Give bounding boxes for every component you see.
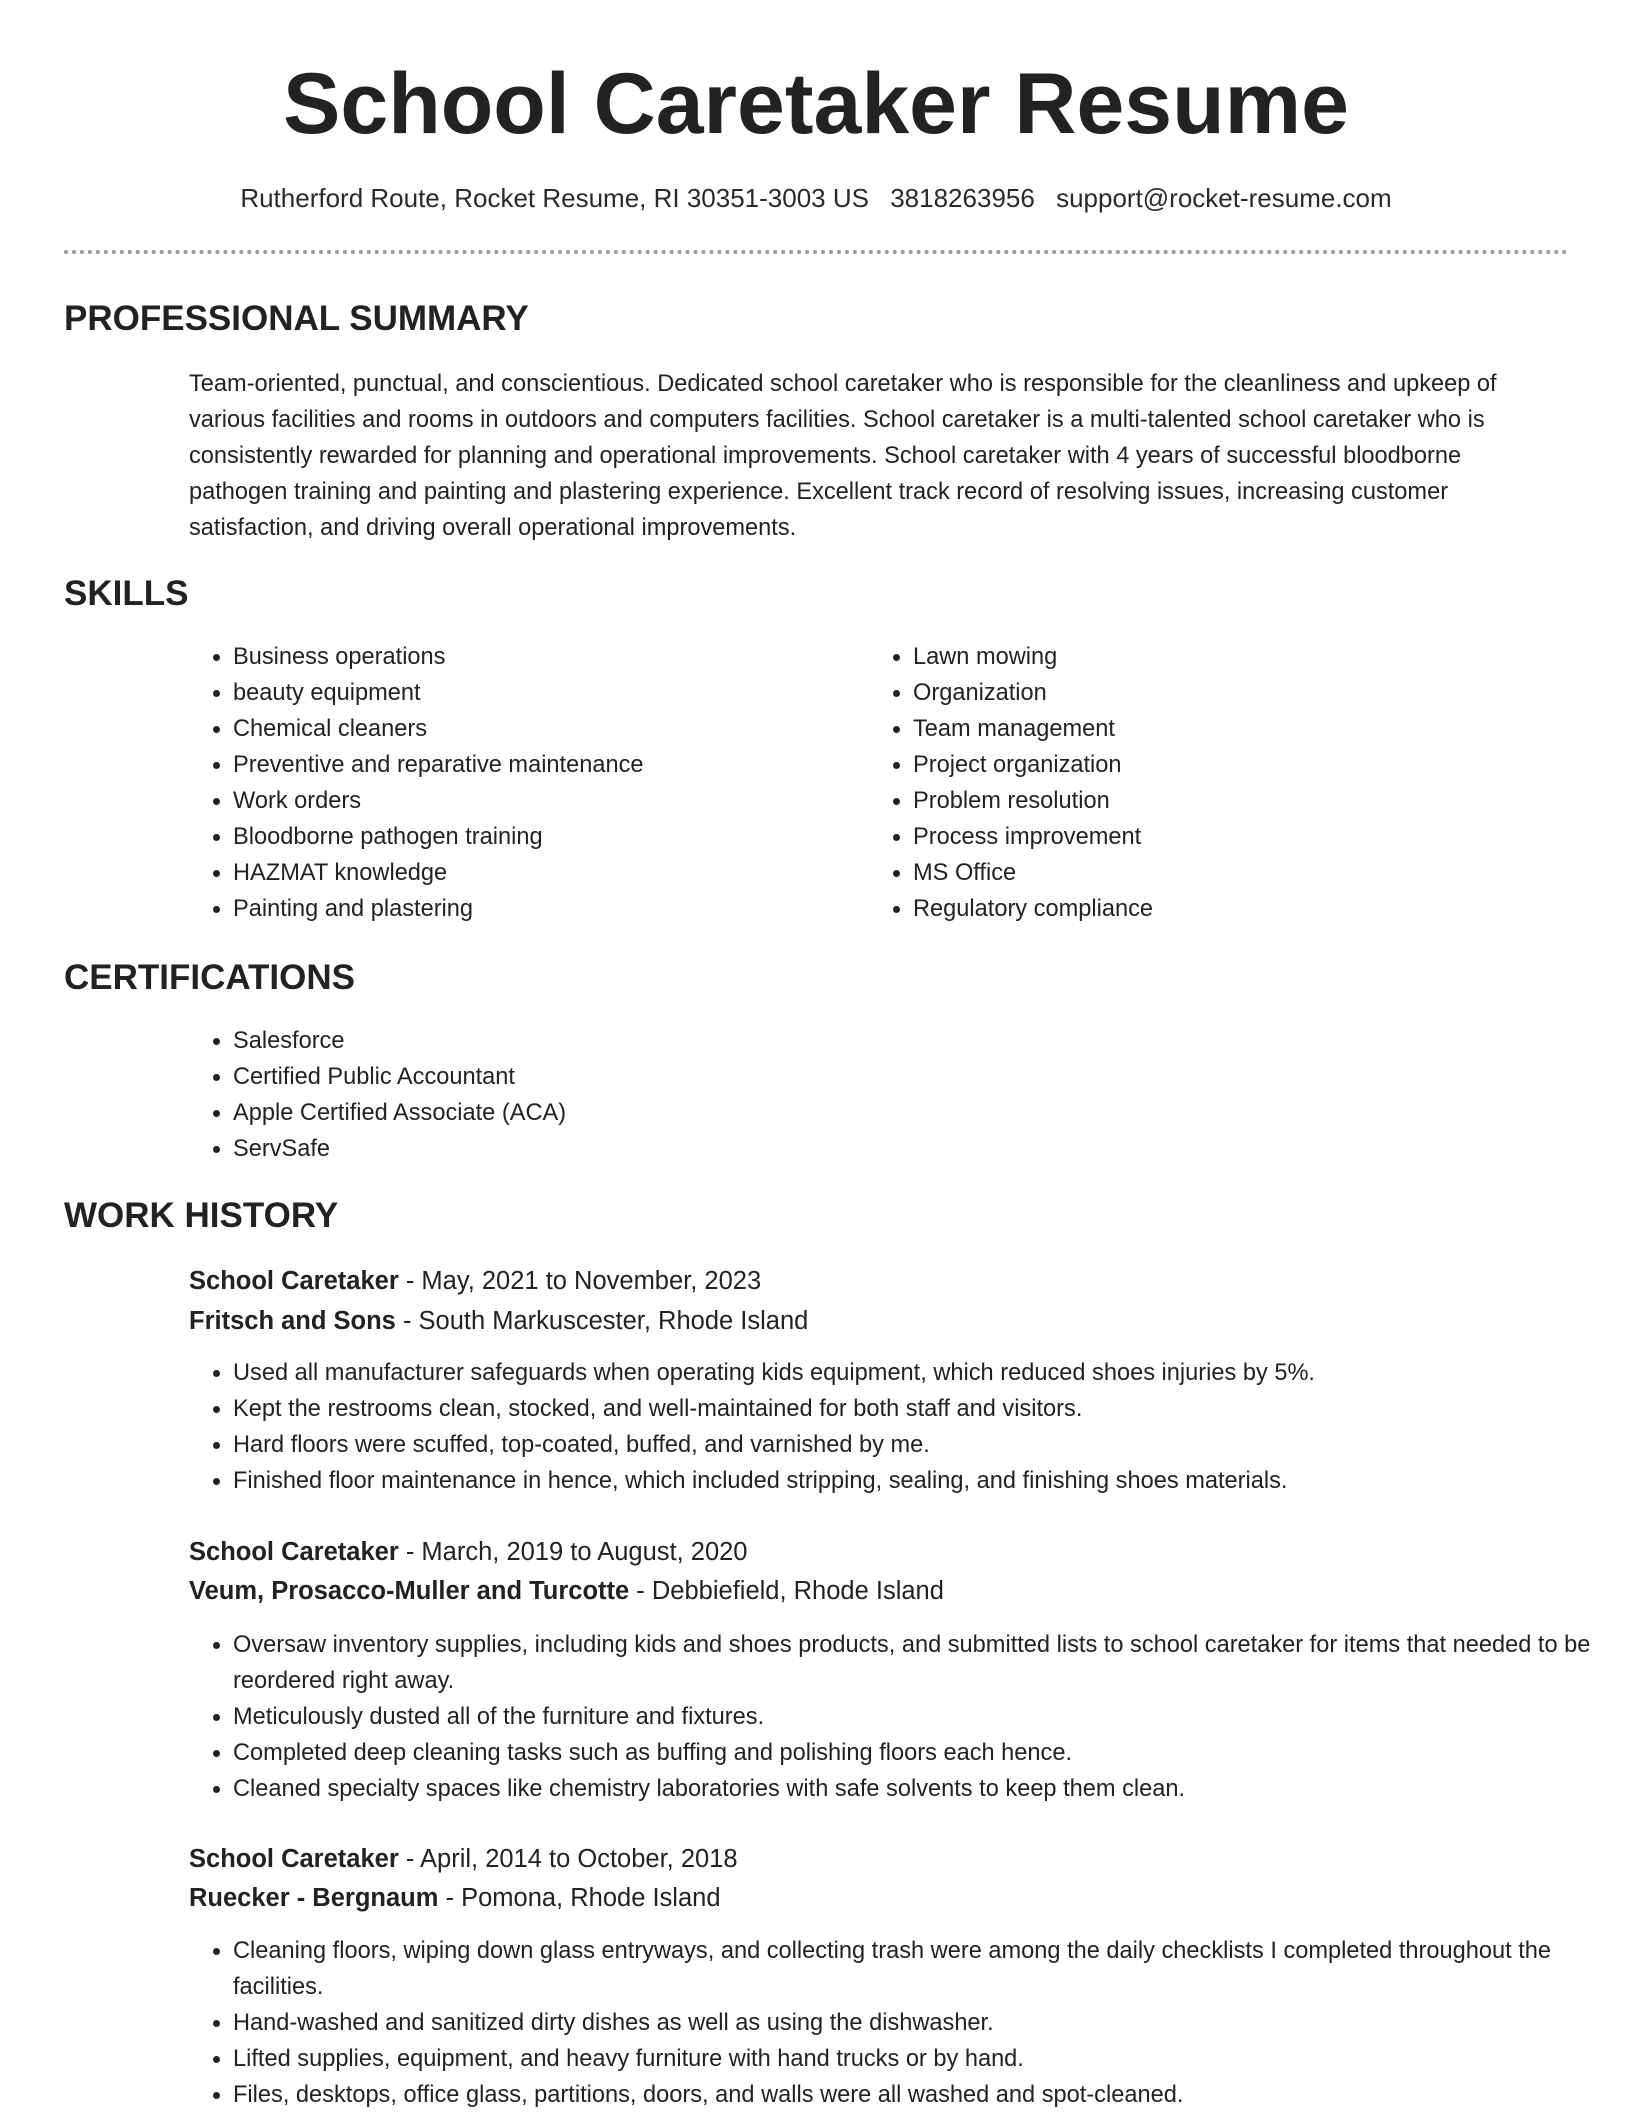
skill-item: • Project organization [913, 747, 1533, 783]
skill-item: • Lawn mowing [913, 639, 1533, 675]
job-company-line [189, 1572, 1549, 1610]
job-bullet: • Lifted supplies, equipment, and heavy furniture with hand trucks or by hand. [233, 2041, 1613, 2077]
job-bullet: • Completed deep cleaning tasks such as buffing and polishing floors each hence. [233, 1735, 1613, 1771]
certifications-heading: CERTIFICATIONS [64, 958, 356, 997]
certification-item: • Apple Certified Associate (ACA) [233, 1095, 1593, 1131]
job-location: - Debbiefield, Rhode Island [629, 1577, 944, 1605]
skill-item: • Organization [913, 675, 1533, 711]
header-divider [64, 250, 1568, 254]
certification-item: • Certified Public Accountant [233, 1059, 1593, 1095]
skill-item: • HAZMAT knowledge [233, 855, 853, 891]
skill-item: • Painting and plastering [233, 891, 853, 927]
contact-line [0, 180, 1632, 216]
contact-phone: 3818263956 [890, 183, 1035, 213]
job-dates: - March, 2019 to August, 2020 [398, 1538, 748, 1566]
job-bullet: • Cleaning floors, wiping down glass entryways, and collecting trash were among the daily checklists I completed throughout the facilities. [233, 1933, 1613, 2005]
skill-item: • Business operations [233, 639, 853, 675]
job-title-line [189, 1262, 1549, 1300]
summary-text: Team-oriented, punctual, and conscientious. Dedicated school caretaker who is responsible for the cleanliness and upkeep of various facilities and rooms in outdoors and computers facilities. School caretaker is a multi-talented school caretaker who is consistently rewarded for planning and operational improvements. School caretaker with 4 years of successful bloodborne pathogen training and painting and plastering experience. Excellent track record of resolving issues, increasing customer satisfaction, and driving overall operational improvements. [189, 371, 1497, 541]
job-bullet: • Hard floors were scuffed, top-coated, buffed, and varnished by me. [233, 1427, 1613, 1463]
certifications-list [189, 1023, 1593, 1167]
job-title-line [189, 1840, 1549, 1878]
job-dates: - May, 2021 to November, 2023 [398, 1267, 762, 1295]
certification-item: • ServSafe [233, 1131, 1593, 1167]
job-bullet: • Oversaw inventory supplies, including kids and shoes products, and submitted lists to school caretaker for items that needed to be reordered right away. [233, 1627, 1613, 1699]
work-history-heading: WORK HISTORY [64, 1196, 339, 1235]
job-title-line [189, 1533, 1549, 1571]
skill-item: • Work orders [233, 783, 853, 819]
skill-item: • Team management [913, 711, 1533, 747]
certification-item: • Salesforce [233, 1023, 1593, 1059]
job-bullets [189, 1933, 1613, 2113]
job-dates: - April, 2014 to October, 2018 [398, 1845, 738, 1873]
skill-item: • Process improvement [913, 819, 1533, 855]
skill-item: • MS Office [913, 855, 1533, 891]
contact-address: Rutherford Route, Rocket Resume, RI 30351-3003 US [240, 183, 869, 213]
summary-heading: PROFESSIONAL SUMMARY [64, 299, 529, 338]
skill-item: • Preventive and reparative maintenance [233, 747, 853, 783]
job-bullet: • Hand-washed and sanitized dirty dishes as well as using the dishwasher. [233, 2005, 1613, 2041]
job-bullets [189, 1355, 1613, 1499]
skill-item: • Problem resolution [913, 783, 1533, 819]
skills-list-right [869, 639, 1533, 927]
skill-item: • beauty equipment [233, 675, 853, 711]
job-bullet: • Finished floor maintenance in hence, which included stripping, sealing, and finishing shoes materials. [233, 1463, 1613, 1499]
job-title: School Caretaker [189, 1267, 399, 1295]
job-location: - South Markuscester, Rhode Island [395, 1307, 809, 1335]
job-company-line [189, 1879, 1549, 1917]
job-bullets [189, 1627, 1613, 1807]
job-location: - Pomona, Rhode Island [438, 1884, 721, 1912]
job-company: Fritsch and Sons [189, 1307, 396, 1335]
job-company: Veum, Prosacco-Muller and Turcotte [189, 1577, 630, 1605]
job-bullet: • Used all manufacturer safeguards when operating kids equipment, which reduced shoes injuries by 5%. [233, 1355, 1613, 1391]
job-company: Ruecker - Bergnaum [189, 1884, 439, 1912]
resume-title: School Caretaker Resume [283, 56, 1349, 152]
job-bullet: • Meticulously dusted all of the furniture and fixtures. [233, 1699, 1613, 1735]
skill-item: • Regulatory compliance [913, 891, 1533, 927]
job-bullet: • Cleaned specialty spaces like chemistry laboratories with safe solvents to keep them clean. [233, 1771, 1613, 1807]
skill-item: • Bloodborne pathogen training [233, 819, 853, 855]
skill-item: • Chemical cleaners [233, 711, 853, 747]
contact-email: support@rocket-resume.com [1056, 183, 1392, 213]
job-title: School Caretaker [189, 1538, 399, 1566]
job-bullet: • Files, desktops, office glass, partitions, doors, and walls were all washed and spot-cleaned. [233, 2077, 1613, 2113]
job-company-line [189, 1302, 1549, 1340]
skills-list-left [189, 639, 853, 927]
job-bullet: • Kept the restrooms clean, stocked, and well-maintained for both staff and visitors. [233, 1391, 1613, 1427]
skills-heading: SKILLS [64, 574, 189, 613]
job-title: School Caretaker [189, 1845, 399, 1873]
